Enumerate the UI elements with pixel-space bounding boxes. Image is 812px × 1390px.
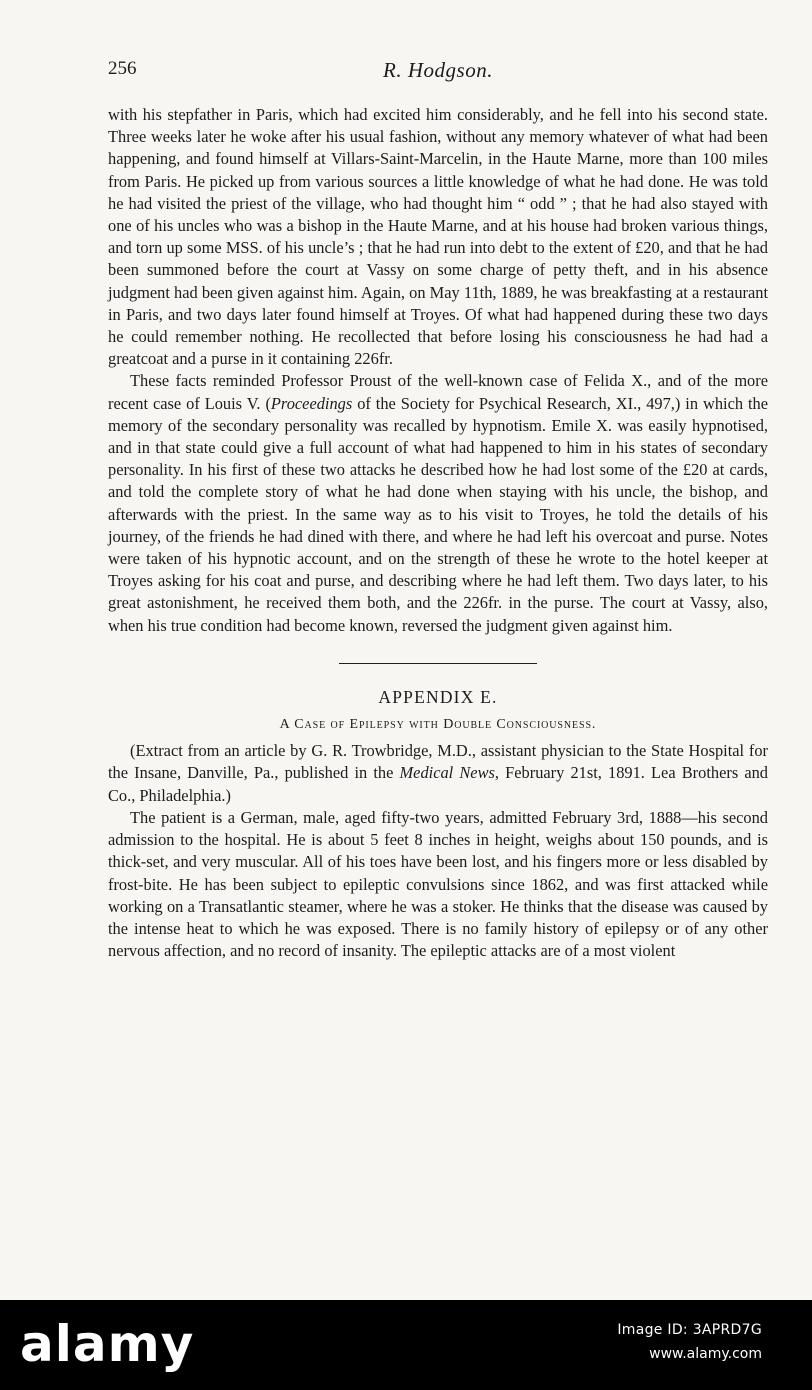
page-number: 256 <box>108 58 137 79</box>
paragraph-proust-text-b: of the Society for Psychical Research, XI., 497,) in which the memory of the secondary personality was recalled by hypnotism. Emile X. was easily hypnotised, and in that state could give a full account of what had happened to him in his states of secondary personality. In his first of these two attacks he described how he had lost some of the £20 at cards, and told the complete story of what he had done when staying with his uncle, the bishop, and afterwards with the priest. In the same way as to his visit to Troyes, he told the details of his journey, of the friends he had dined with there, and where he had left his overcoat and purse. Notes were taken of his hypnotic account, and on the strength of these he wrote to the hotel keeper at Troyes asking for his coat and purse, and describing where he had left them. Two days later, to his great astonishment, he received them both, and the 226fr. in the purse. The court at Vassy, also, when his true condition had become known, reversed the judgment given against him. <box>108 393 768 635</box>
footer-info <box>562 1322 762 1362</box>
paragraph-proust-text-a: These facts reminded Professor Proust of the well-known case of Felida X., and of the more recent case of Louis V. ( <box>108 371 768 413</box>
medical-news-italic: Medical News <box>399 763 495 783</box>
watermark-footer <box>0 1300 812 1390</box>
appendix-title: APPENDIX E. <box>378 686 498 707</box>
extract-text-a: (Extract from an article by G. R. Trowbridge, M.D., assistant physician to the State Hospital for the Insane, Danville, Pa., published in the <box>108 741 768 783</box>
alamy-logo: alamy <box>20 1315 195 1373</box>
proceedings-italic: Proceedings <box>270 393 353 413</box>
paragraph-proust <box>108 370 768 636</box>
page-header <box>108 58 768 88</box>
patient-paragraph: The patient is a German, male, aged fifty-two years, admitted February 3rd, 1888—his second admission to the hospital. He is about 5 feet 8 inches in height, weighs about 150 pounds, and is thick-set, and very muscular. All of his toes have been lost, and his fingers more or less disabled by frost-bite. He has been subject to epileptic convulsions since 1862, and was first attacked while working on a Transatlantic steamer, where he was a stoker. He thinks that the disease was caused by the intense heat to which he was exposed. There is no family history of epilepsy or of any other nervous affection, and no record of insanity. The epileptic attacks are of a most violent <box>108 807 768 961</box>
extract-text-b: , February 21st, 1891. Lea Brothers and Co., Philadelphia.) <box>108 763 768 805</box>
running-head: R. Hodgson. <box>383 58 493 82</box>
image-id: Image ID: 3APRD7G <box>617 1322 762 1338</box>
body-text <box>108 104 768 962</box>
paragraph-continuation: with his stepfather in Paris, which had excited him considerably, and he fell into his second state. Three weeks later he woke after his usual fashion, without any memory whatever of what had been happening, and found himself at Villars-Saint-Marcelin, in the Haute Marne, more than 100 miles from Paris. He picked up from various sources a little knowledge of what he had done. He was told he had visited the priest of the village, who had thought him “ odd ” ; that he had also stayed with one of his uncles who was a bishop in the Haute Marne, and at his house had broken various things, and torn up some MSS. of his uncle’s ; that he had run into debt to the extent of £20, and that he had been summoned before the court at Vassy on some charge of petty theft, and in his absence judgment had been given against him. Again, on May 11th, 1889, he was breakfasting at a restaurant in Paris, and two days later found himself at Troyes. Of what had happened during these two days he could remember nothing. He recollected that before losing his consciousness he had had a greatcoat and a purse in it containing 226fr. <box>108 105 768 369</box>
footer-url: www.alamy.com <box>649 1346 762 1362</box>
extract-paragraph <box>108 740 768 807</box>
appendix-subtitle: A Case of Epilepsy with Double Consciousness. <box>279 717 597 733</box>
section-divider <box>339 663 537 664</box>
